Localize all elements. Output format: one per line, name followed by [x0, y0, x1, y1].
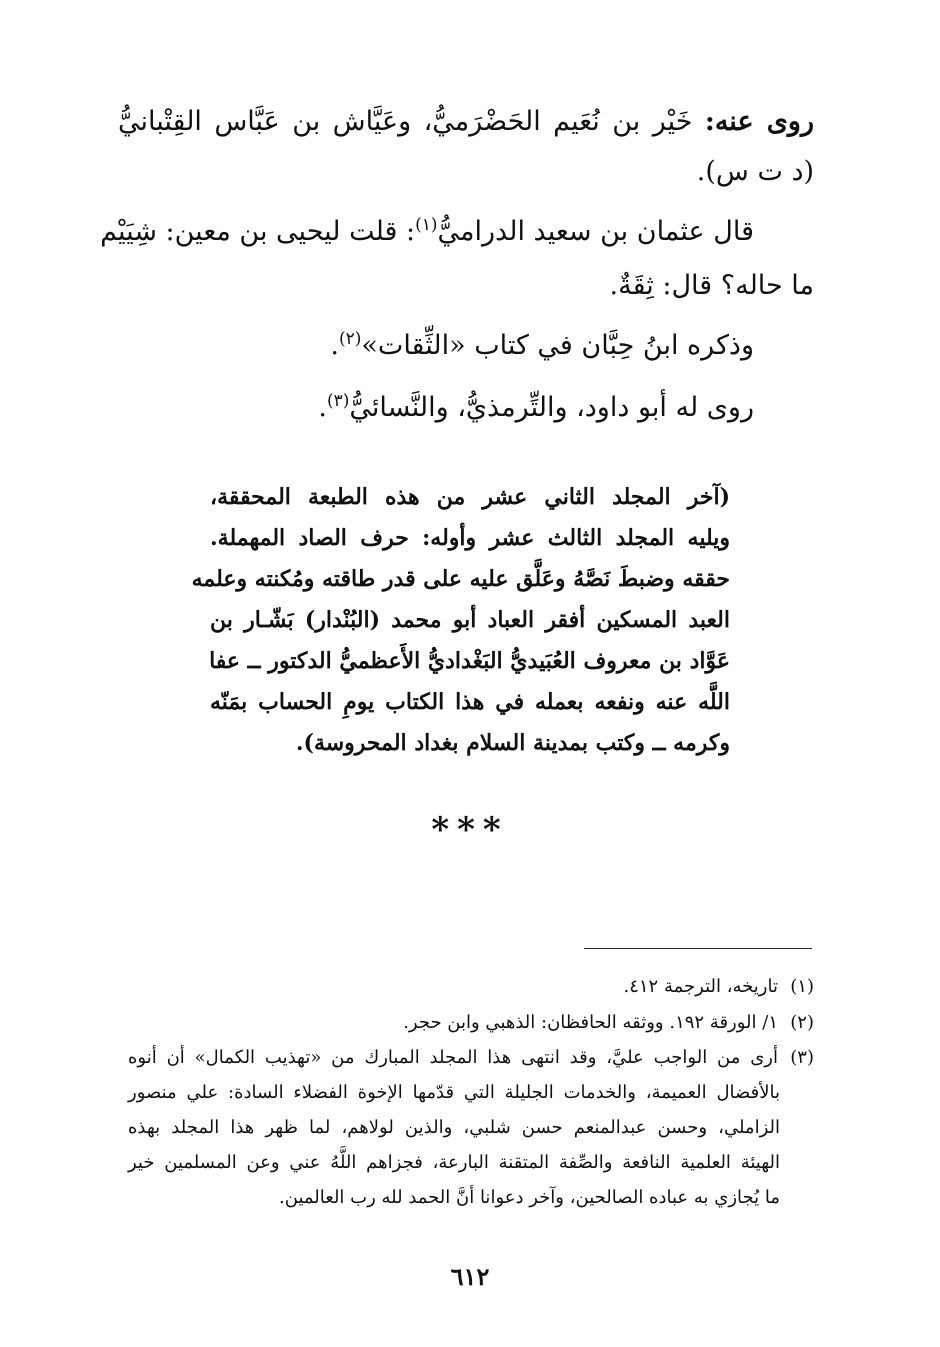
narrated-by-line	[0, 388, 754, 428]
footnote-2	[128, 1006, 814, 1039]
footnote-3	[128, 1041, 814, 1074]
colophon-line: وكرمه ــ وكتب بمدينة السلام بغداد المحروسة).	[295, 730, 730, 756]
page-number: ٦١٢	[450, 1262, 490, 1291]
narrators-line	[118, 102, 814, 142]
colophon-line: عَوَّاد بن معروف العُبَيديُّ البَغْداديُّ الأَعظميُّ الدكتور ــ عفا	[209, 648, 730, 674]
uthman-quote-line1	[100, 212, 754, 252]
ibn-hibban-text: وذكره ابنُ حِبَّان في كتاب «الثِّقات»	[361, 330, 754, 361]
colophon-line: العبد المسكين أفقر العباد أبو محمد (البُنْدار) بَشّـار بن	[210, 607, 730, 633]
footnote-number: (٢)	[790, 1012, 814, 1033]
narrated-by-text: روى له أبو داود، والتِّرمذيُّ، والنَّسائيُّ	[349, 392, 754, 423]
footnote-text: تاريخه، الترجمة ٤١٢.	[623, 976, 778, 997]
footnote-3-line: الهيئة العلمية النافعة والصِّفة المتقنة البارعة، فجزاهم اللَّهُ عني وعن المسلمين خير	[128, 1152, 780, 1173]
footnote-text: ١/ الورقة ١٩٢. ووثقه الحافظان: الذهبي وابن حجر.	[403, 1012, 778, 1033]
narrators-text: خَيْر بن نُعَيم الحَضْرَميُّ، وعَيَّاش بن عَبَّاس القِتْبانيُّ	[118, 106, 693, 137]
footnote-ref-3[interactable]: (٣)	[326, 391, 350, 411]
footnote-3-line: ما يُجازي به عباده الصالحين، وآخر دعوانا أنَّ الحمد لله رب العالمين.	[279, 1187, 780, 1208]
footnote-text: أرى من الواجب عليَّ، وقد انتهى هذا المجلد المبارك من «تهذيب الكمال» أن أنوه	[128, 1047, 778, 1068]
colophon-line: ويليه المجلد الثالث عشر وأوله: حرف الصاد المهملة.	[210, 525, 730, 551]
footnote-number: (١)	[790, 976, 814, 997]
narrators-symbols: (د ت س).	[696, 156, 814, 187]
footnote-1	[128, 970, 814, 1003]
footnote-divider	[584, 948, 812, 949]
ibn-hibban-end: .	[330, 330, 339, 361]
colophon-line: حققه وضبطَ نَصَّهُ وعَلَّق عليه على قدر طاقته ومُكنته وعلمه	[191, 566, 730, 592]
footnote-ref-1[interactable]: (١)	[415, 215, 438, 235]
uthman-text-rest: : قلت ليحيى بن معين: شِيَيْم	[100, 216, 416, 247]
section-separator: ***	[431, 810, 509, 850]
narrators-lead: روى عنه:	[704, 106, 815, 137]
footnote-number: (٣)	[790, 1047, 814, 1068]
footnote-ref-2[interactable]: (٢)	[338, 329, 362, 349]
footnote-3-line: بالأفضال العميمة، والخدمات الجليلة التي قدّمها الإخوة الفضلاء السادة: علي منصور	[128, 1082, 780, 1103]
uthman-text: قال عثمان بن سعيد الدراميُّ	[437, 216, 754, 247]
footnote-3-line: الزاملي، وحسن عبدالمنعم حسن شلبي، والذين لولاهم، لما ظهر هذا المجلد بهذه	[128, 1117, 780, 1138]
ibn-hibban-line	[0, 326, 754, 366]
uthman-quote-line2: ما حاله؟ قال: ثِقَةٌ.	[609, 270, 814, 301]
colophon-line: اللَّه عنه ونفعه بعمله في هذا الكتاب يومِ الحساب بمَنّه	[210, 689, 730, 715]
colophon-line: (آخر المجلد الثاني عشر من هذه الطبعة المحققة،	[210, 484, 730, 510]
colophon	[191, 477, 730, 764]
narrated-by-end: .	[318, 392, 327, 423]
